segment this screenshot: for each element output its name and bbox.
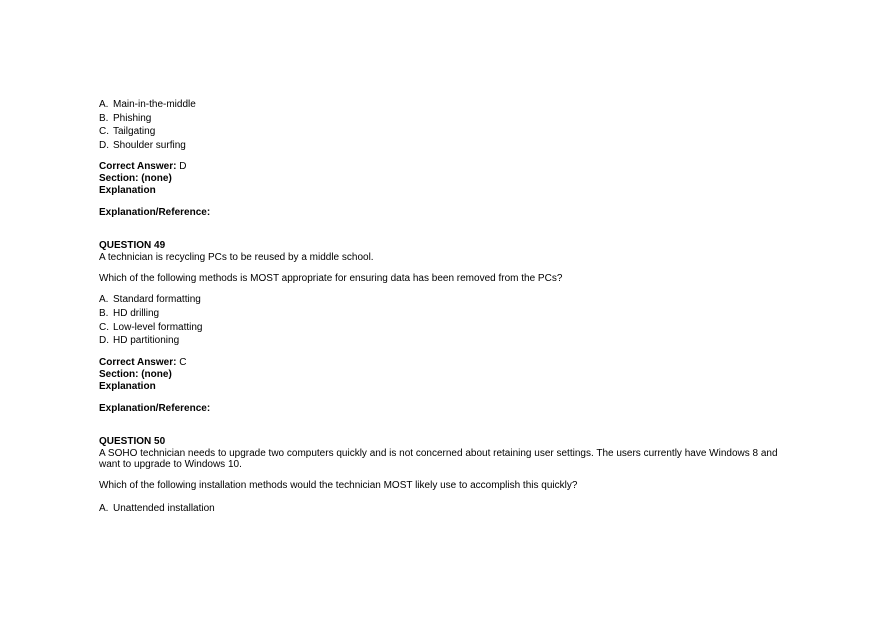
option-text: Shoulder surfing	[113, 139, 186, 151]
question-50-options	[99, 502, 789, 516]
question-49-options	[99, 293, 789, 347]
prev-question-options	[99, 98, 789, 152]
explanation-reference-label: Explanation/Reference:	[99, 402, 211, 414]
option-text: Phishing	[113, 112, 152, 124]
option-d	[99, 334, 789, 348]
correct-answer-value: D	[179, 161, 187, 173]
section-line: Section: (none)	[99, 173, 172, 185]
question-50-stem: A SOHO technician needs to upgrade two computers quickly and is not concerned about retaining user settings. The users currently have Windows 8 and want to upgrade to Windows 10.	[99, 447, 778, 470]
option-text: HD partitioning	[113, 335, 180, 347]
correct-answer-label: Correct Answer:	[99, 161, 177, 173]
prev-answer-block	[99, 161, 789, 197]
option-letter: B.	[99, 307, 109, 319]
option-text: Tailgating	[113, 126, 156, 138]
correct-answer-label: Correct Answer:	[99, 356, 177, 368]
option-c	[99, 125, 789, 139]
option-text: Standard formatting	[113, 294, 201, 306]
document-page	[99, 98, 789, 515]
option-text: HD drilling	[113, 307, 160, 319]
question-50-ask: Which of the following installation methods would the technician MOST likely use to accomplish this quickly?	[99, 479, 578, 491]
explanation-label: Explanation	[99, 380, 156, 392]
question-49-answer-block	[99, 357, 789, 393]
option-letter: B.	[99, 112, 109, 124]
explanation-reference-label: Explanation/Reference:	[99, 207, 211, 219]
option-a	[99, 98, 789, 112]
option-a	[99, 293, 789, 307]
question-49-ask: Which of the following methods is MOST appropriate for ensuring data has been removed from the PCs?	[99, 273, 563, 285]
option-letter: A.	[99, 502, 109, 514]
option-b	[99, 112, 789, 126]
option-letter: C.	[99, 126, 109, 138]
option-letter: C.	[99, 321, 109, 333]
question-50-title: QUESTION 50	[99, 435, 166, 447]
option-a	[99, 502, 789, 516]
option-text: Main-in-the-middle	[113, 99, 196, 110]
option-letter: D.	[99, 335, 109, 347]
option-b	[99, 307, 789, 321]
option-text: Unattended installation	[113, 502, 215, 514]
correct-answer-value: C	[179, 356, 187, 368]
question-49-title: QUESTION 49	[99, 240, 166, 252]
option-letter: D.	[99, 139, 109, 151]
explanation-label: Explanation	[99, 185, 156, 197]
section-line: Section: (none)	[99, 368, 172, 380]
correct-answer-line	[99, 161, 789, 173]
question-49-stem: A technician is recycling PCs to be reused by a middle school.	[99, 252, 374, 264]
option-letter: A.	[99, 99, 109, 110]
option-letter: A.	[99, 294, 109, 306]
correct-answer-line	[99, 357, 789, 369]
option-d	[99, 139, 789, 153]
option-text: Low-level formatting	[113, 321, 203, 333]
option-c	[99, 321, 789, 335]
